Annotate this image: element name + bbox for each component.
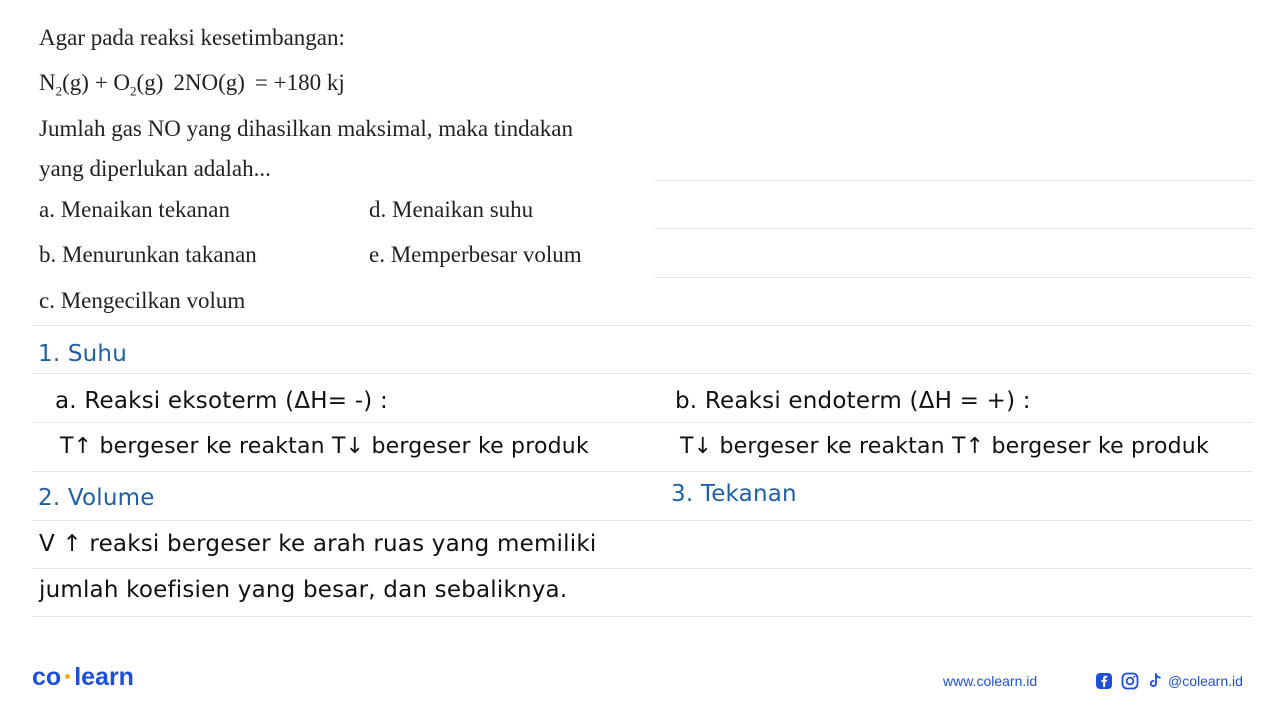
option-b: b. Menurunkan takanan: [39, 242, 257, 267]
website-link[interactable]: www.colearn.id: [943, 673, 1038, 689]
volume-heading: 2. Volume: [38, 485, 155, 511]
ruled-line: [32, 616, 1252, 617]
instagram-icon[interactable]: [1121, 672, 1139, 690]
question-prompt-line1: Jumlah gas NO yang dihasilkan maksimal, maka tindakan: [39, 116, 573, 141]
ruled-line: [32, 373, 1252, 374]
tiktok-icon[interactable]: [1146, 672, 1164, 690]
logo-learn: learn: [74, 663, 134, 691]
logo-co: co: [32, 663, 62, 691]
facebook-icon[interactable]: [1095, 672, 1113, 690]
endoterm-rule: T↓ bergeser ke reaktan T↑ bergeser ke produk: [680, 434, 1209, 459]
logo-dot-icon: [65, 674, 70, 679]
question-prompt-line2: yang diperlukan adalah...: [39, 156, 271, 181]
tekanan-heading: 3. Tekanan: [671, 481, 797, 507]
colearn-logo[interactable]: [32, 663, 134, 692]
reaction-equation: [39, 70, 345, 100]
equation-o-state: (g): [136, 70, 164, 95]
ruled-line: [32, 520, 1252, 521]
volume-rule-line2: jumlah koefisien yang besar, dan sebaliknya.: [39, 577, 568, 603]
ruled-line: [32, 422, 1252, 423]
ruled-line: [655, 180, 1252, 181]
option-d: d. Menaikan suhu: [369, 197, 534, 222]
option-a: a. Menaikan tekanan: [39, 197, 230, 222]
ruled-line: [655, 277, 1252, 278]
option-e: e. Memperbesar volum: [369, 242, 582, 267]
ruled-line: [655, 228, 1252, 229]
equation-n-state: (g) + O: [62, 70, 131, 95]
ruled-line: [32, 471, 1252, 472]
equation-n-subscript: 2: [55, 83, 63, 99]
equation-o-subscript: 2: [130, 83, 137, 99]
endoterm-label: b. Reaksi endoterm (ΔH = +) :: [675, 388, 1031, 414]
equation-enthalpy: = +180 kj: [254, 70, 345, 95]
ruled-line: [32, 325, 1252, 326]
social-handle[interactable]: @colearn.id: [1168, 673, 1243, 689]
equation-product: 2NO(g): [173, 70, 245, 95]
question-intro: Agar pada reaksi kesetimbangan:: [39, 25, 345, 50]
equation-n: N: [39, 70, 56, 95]
eksoterm-label: a. Reaksi eksoterm (ΔH= -) :: [55, 388, 388, 414]
volume-rule-line1: V ↑ reaksi bergeser ke arah ruas yang memiliki: [39, 531, 597, 557]
option-c: c. Mengecilkan volum: [39, 288, 246, 313]
eksoterm-rule: T↑ bergeser ke reaktan T↓ bergeser ke produk: [60, 434, 589, 459]
suhu-heading: 1. Suhu: [38, 341, 127, 367]
ruled-line: [32, 568, 1252, 569]
